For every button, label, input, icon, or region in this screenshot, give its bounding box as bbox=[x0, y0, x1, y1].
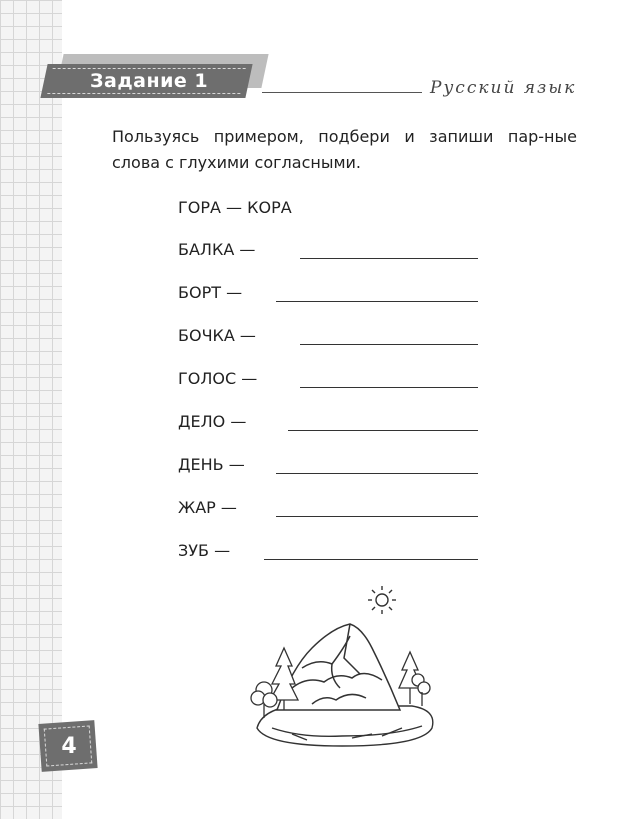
grid-margin bbox=[0, 0, 62, 819]
word-item: ГОЛОС — bbox=[178, 369, 258, 388]
answer-line[interactable] bbox=[300, 258, 478, 259]
word-item: ЖАР — bbox=[178, 498, 237, 517]
header-rule bbox=[262, 92, 422, 93]
answer-line[interactable] bbox=[300, 387, 478, 388]
mountain-island-illustration bbox=[232, 578, 442, 750]
answer-line[interactable] bbox=[276, 301, 478, 302]
word-item: ДЕЛО — bbox=[178, 412, 247, 431]
answer-line[interactable] bbox=[300, 344, 478, 345]
sun-icon bbox=[368, 586, 396, 614]
answer-line[interactable] bbox=[276, 473, 478, 474]
word-item: БАЛКА — bbox=[178, 240, 256, 259]
word-item: ЗУБ — bbox=[178, 541, 231, 560]
answer-line[interactable] bbox=[276, 516, 478, 517]
word-item: ДЕНЬ — bbox=[178, 455, 245, 474]
answer-line[interactable] bbox=[264, 559, 478, 560]
answer-line[interactable] bbox=[288, 430, 478, 431]
page-number: 4 bbox=[61, 734, 77, 759]
task-label: Задание 1 bbox=[90, 70, 209, 92]
task-instruction: Пользуясь примером, подбери и запиши пар-ные слова с глухими согласными. bbox=[112, 127, 577, 172]
example-pair: ГОРА — КОРА bbox=[178, 198, 292, 217]
island-base bbox=[257, 706, 433, 746]
word-item: БОРТ — bbox=[178, 283, 243, 302]
word-item: БОЧКА — bbox=[178, 326, 256, 345]
subject-label: Русский язык bbox=[430, 78, 577, 98]
